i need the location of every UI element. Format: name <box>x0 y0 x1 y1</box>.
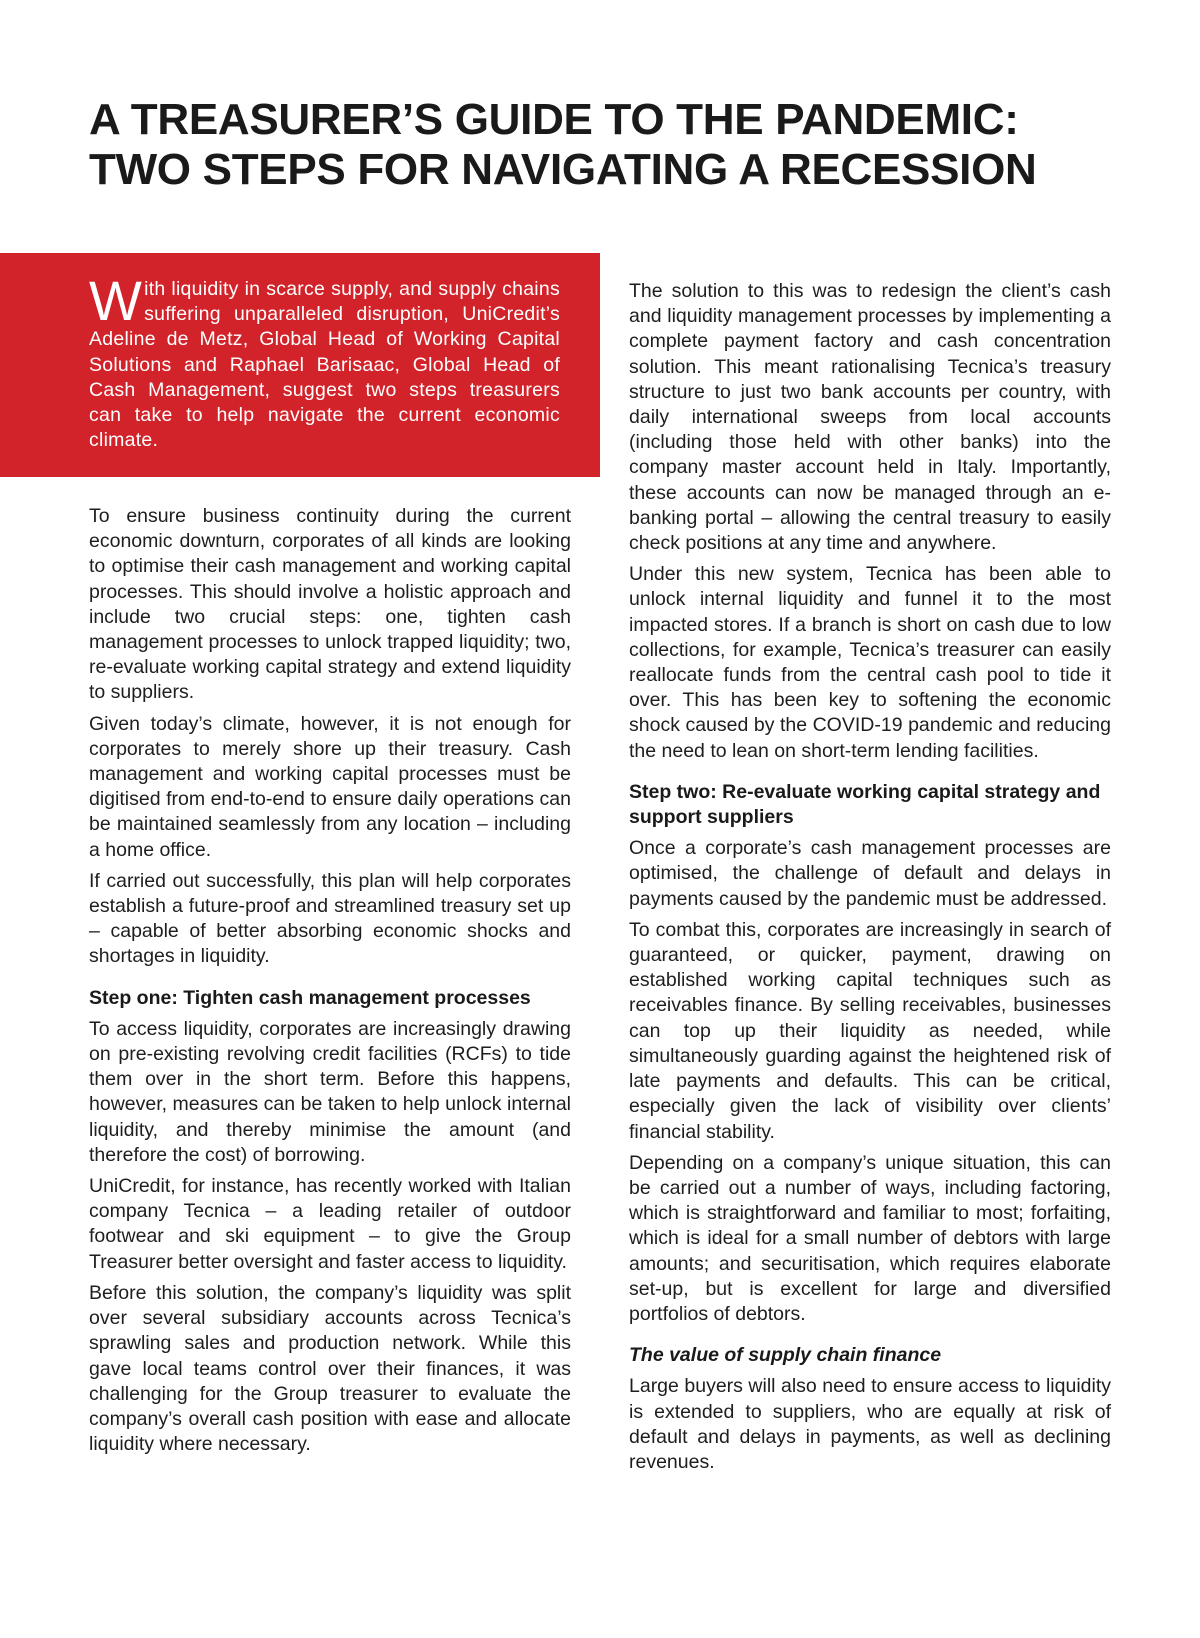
paragraph: To ensure business continuity during the current economic downturn, corporates of all kinds are looking to optimise their cash management and working capital processes. This should involve a holistic approach and include two crucial steps: one, tighten cash management processes to unlock trapped liquidity; two, re-evaluate working capital strategy and extend liquidity to suppliers. <box>89 505 571 704</box>
paragraph: Once a corporate’s cash management processes are optimised, the challenge of default and delays in payments caused by the pandemic must be addressed. <box>629 837 1111 910</box>
paragraph: To combat this, corporates are increasingly in search of guaranteed, or quicker, payment, drawing on established working capital techniques such as receivables finance. By selling receivables, businesses can top up their liquidity as needed, while simultaneously guarding against the heightened risk of late payments and defaults. This can be critical, especially given the lack of visibility over clients’ financial stability. <box>629 918 1111 1143</box>
page-title <box>89 95 1149 195</box>
page-title-line-1: A TREASURER’S GUIDE TO THE PANDEMIC: <box>89 95 1019 144</box>
section-heading-step-one: Step one: Tighten cash management processes <box>89 986 531 1009</box>
page-title-line-2: TWO STEPS FOR NAVIGATING A RECESSION <box>89 145 1037 194</box>
paragraph: The solution to this was to redesign the client’s cash and liquidity management processes by implementing a complete payment factory and cash concentration solution. This meant rationalising Tecnica’s treasury structure to just two bank accounts per country, with daily international sweeps from local accounts (including those held with other banks) into the company master account held in Italy. Importantly, these accounts can now be managed through an e-banking portal – allowing the central treasury to easily check positions at any time and anywhere. <box>629 280 1111 555</box>
right-column <box>629 279 1111 1481</box>
paragraph: To access liquidity, corporates are increasingly drawing on pre-existing revolving credit facilities (RCFs) to tide them over in the short term. Before this happens, however, measures can be taken to help unlock internal liquidity, and thereby minimise the amount (and therefore the cost) of borrowing. <box>89 1017 571 1166</box>
subsection-heading-supply-chain-finance: The value of supply chain finance <box>629 1344 942 1367</box>
paragraph: Under this new system, Tecnica has been able to unlock internal liquidity and funnel it to the most impacted stores. If a branch is short on cash due to low collections, for example, Tecnica’s treasurer can easily reallocate funds from the central cash pool to tide it over. This has been key to softening the economic shock caused by the COVID-19 pandemic and reducing the need to lean on short-term lending facilities. <box>629 563 1111 762</box>
intro-text: ith liquidity in scarce supply, and supply chains suffering unparalleled disruption, UniCredit’s Adeline de Metz, Global Head of Working Capital Solutions and Raphael Barisaac, Global Head of Cash Management, suggest two steps treasurers can take to help navigate the current economic climate. <box>89 278 560 452</box>
paragraph: Depending on a company’s unique situation, this can be carried out a number of ways, including factoring, which is straightforward and familiar to most; forfaiting, which is ideal for a small number of debtors with large amounts; and securitisation, which requires elaborate set-up, but is excellent for large and diversified portfolios of debtors. <box>629 1151 1111 1325</box>
intro-standfirst-box <box>0 253 600 477</box>
intro-standfirst <box>89 269 560 453</box>
paragraph: UniCredit, for instance, has recently worked with Italian company Tecnica – a leading retailer of outdoor footwear and ski equipment – to give the Group Treasurer better oversight and faster access to liquidity. <box>89 1175 571 1273</box>
left-column <box>89 504 571 1463</box>
paragraph: Large buyers will also need to ensure access to liquidity is extended to suppliers, who are equally at risk of default and delays in payments, as well as declining revenues. <box>629 1375 1111 1473</box>
section-heading-step-two: Step two: Re-evaluate working capital strategy and support suppliers <box>629 780 1101 829</box>
paragraph: Given today’s climate, however, it is not enough for corporates to merely shore up their treasury. Cash management and working capital processes must be digitised from end-to-end to ensure daily operations can be maintained seamlessly from any location – including a home office. <box>89 712 571 861</box>
paragraph: If carried out successfully, this plan will help corporates establish a future-proof and streamlined treasury set up – capable of better absorbing economic shocks and shortages in liquidity. <box>89 869 571 968</box>
paragraph: Before this solution, the company’s liquidity was split over several subsidiary accounts across Tecnica’s sprawling sales and production network. While this gave local teams control over their finances, it was challenging for the Group treasurer to evaluate the company’s overall cash position with ease and allocate liquidity where necessary. <box>89 1281 571 1456</box>
drop-cap: W <box>89 269 143 332</box>
